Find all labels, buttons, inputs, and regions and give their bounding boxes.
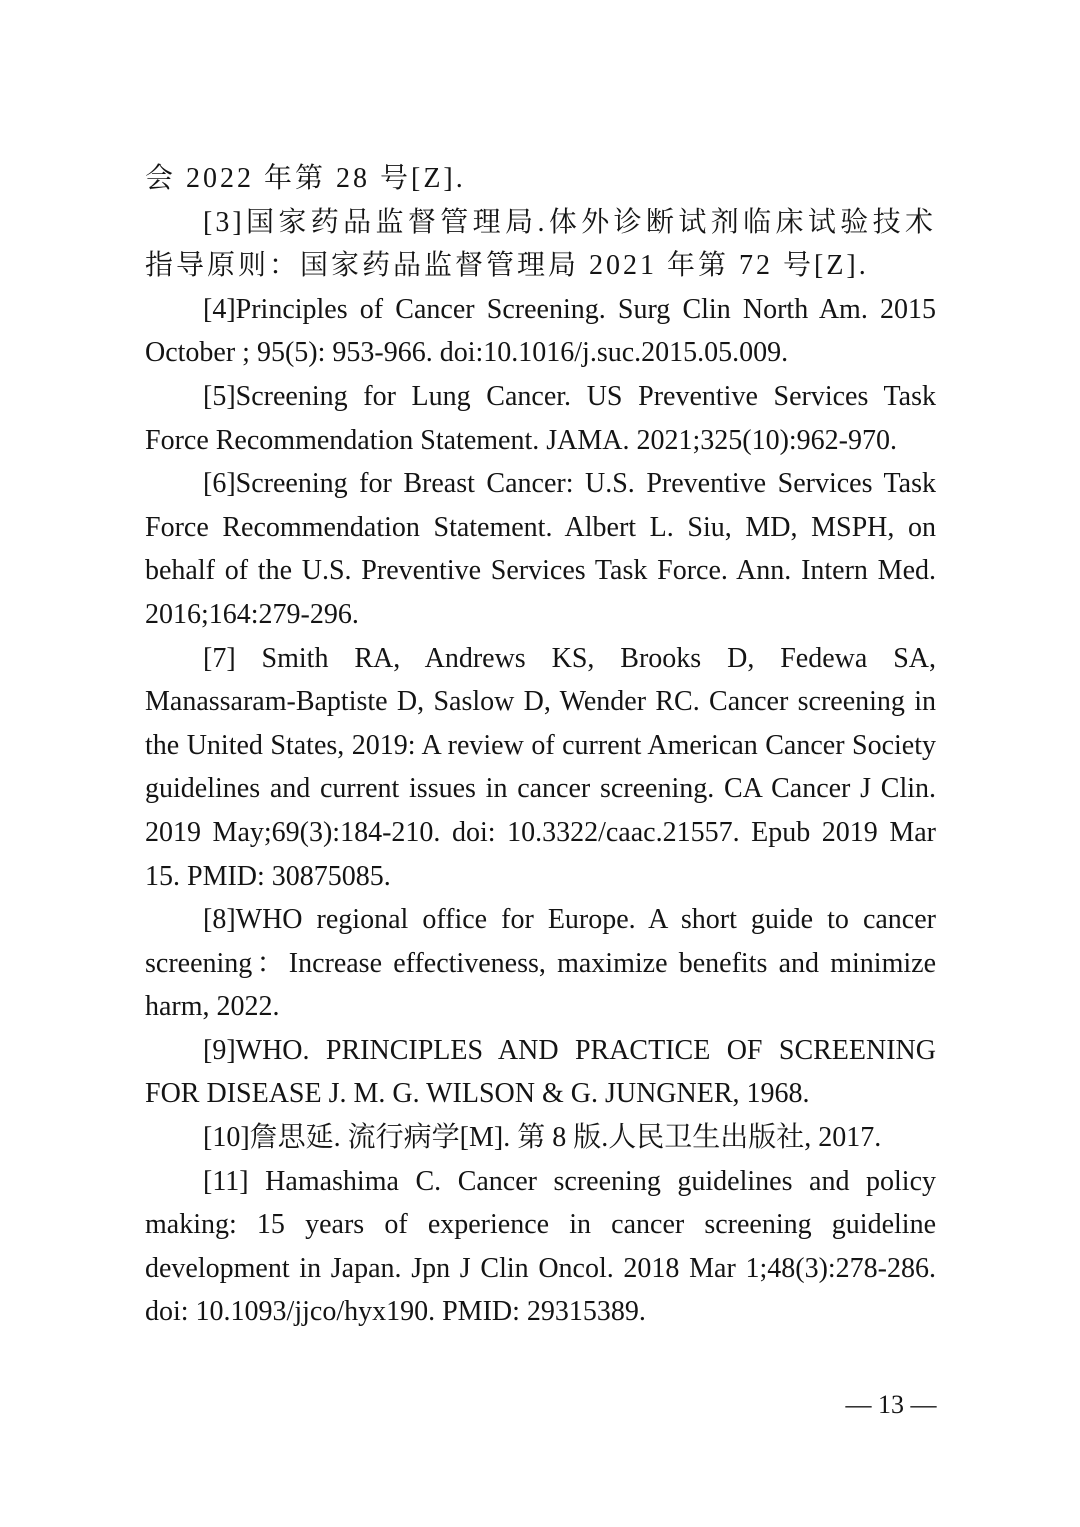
reference-entry-5: [5]Screening for Lung Cancer. US Preventive Services Task Force Recommendation Statement. JAMA. 2021;325(10):962-970.	[145, 380, 936, 456]
reference-entry-10: [10]詹思延. 流行病学[M]. 第 8 版.人民卫生出版社, 2017.	[203, 1122, 882, 1154]
reference-entry-3: [3]国家药品监督管理局.体外诊断试剂临床试验技术指导原则：国家药品监督管理局 2021 年第 72 号[Z].	[145, 206, 936, 282]
reference-entry-11: [11] Hamashima C. Cancer screening guidelines and policy making: 15 years of experience in cancer screening guideline development in Japan. Jpn J Clin Oncol. 2018 Mar 1;48(3):278-286. doi: 10.1093/jjco/hyx190. PMID: 29315389.	[145, 1165, 936, 1328]
reference-entry-4: [4]Principles of Cancer Screening. Surg Clin North Am. 2015 October ; 95(5): 953-966. doi:10.1016/j.suc.2015.05.009.	[145, 293, 936, 369]
reference-entry-2-continuation: 会 2022 年第 28 号[Z].	[145, 163, 466, 194]
reference-entry-9: [9]WHO. PRINCIPLES AND PRACTICE OF SCREENING FOR DISEASE J. M. G. WILSON & G. JUNGNER, 1968.	[145, 1034, 936, 1110]
page-number: — 13 —	[845, 1390, 937, 1419]
reference-list	[145, 157, 936, 1334]
reference-entry-6: [6]Screening for Breast Cancer: U.S. Preventive Services Task Force Recommendation Statement. Albert L. Siu, MD, MSPH, on behalf of the U.S. Preventive Services Task Force. Ann. Intern Med. 2016;164:279-296.	[145, 468, 936, 630]
reference-entry-7: [7] Smith RA, Andrews KS, Brooks D, Fedewa SA, Manassaram-Baptiste D, Saslow D, Wender RC. Cancer screening in the United States, 2019: A review of current American Cancer Society guidelines and current issues in cancer screening. CA Cancer J Clin. 2019 May;69(3):184-210. doi: 10.3322/caac.21557. Epub 2019 Mar 15. PMID: 30875085.	[145, 642, 936, 892]
reference-entry-8: [8]WHO regional office for Europe. A short guide to cancer screening：Increase effectiveness, maximize benefits and minimize harm, 2022.	[145, 904, 936, 1023]
